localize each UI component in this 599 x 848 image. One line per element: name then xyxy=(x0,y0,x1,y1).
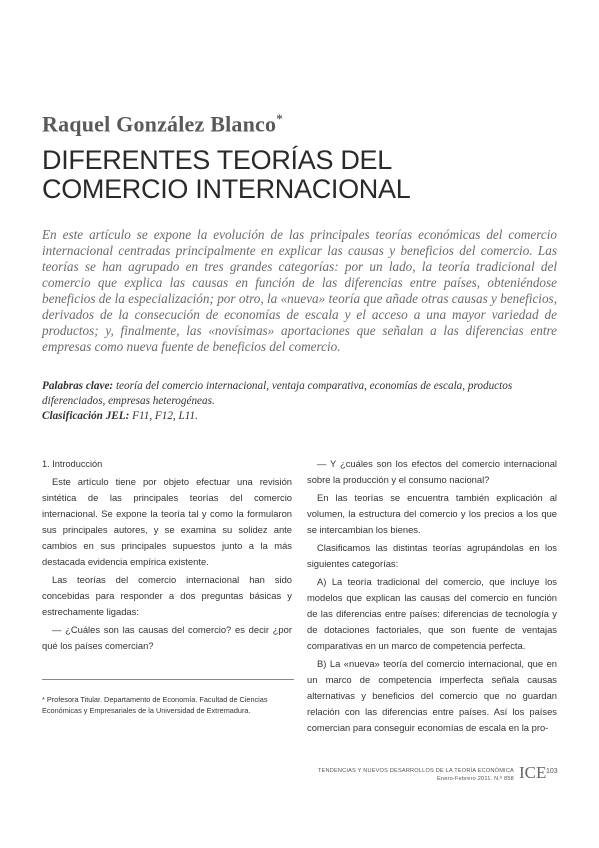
author-name xyxy=(42,111,283,137)
paragraph: Clasificamos las distintas teorías agrupándolas en los siguientes categorías: xyxy=(307,542,557,569)
issue-info: Enero-Febrero 2011. N.º 858 xyxy=(437,776,514,782)
paragraph: A) La teoría tradicional del comercio, que incluye los modelos que explican las causas del comercio en función de las diferencias entre países: diferencias de tecnología y de dotaciones factoriales, que son fuente de ventajas comparativas en un marco de competencia perfecta. xyxy=(307,576,557,651)
paragraph: Las teorías del comercio internacional han sido concebidas para responder a dos preguntas básicas y estrechamente ligadas: xyxy=(42,574,292,617)
keywords-block xyxy=(42,379,562,424)
journal-logo: ICE xyxy=(519,763,547,782)
running-title: TENDENCIAS Y NUEVOS DESARROLLOS DE LA TEORÍA ECONÓMICA xyxy=(317,768,514,774)
running-footer xyxy=(318,767,514,783)
keywords-label: Palabras clave: xyxy=(42,380,114,392)
jel-line xyxy=(42,409,562,424)
jel-label: Clasificación JEL: xyxy=(42,410,130,422)
author-footnote-mark: * xyxy=(276,111,283,126)
article-title-line-1: DIFERENTES TEORÍAS DEL xyxy=(42,145,392,175)
article-title-line-2: COMERCIO INTERNACIONAL xyxy=(42,174,411,204)
jel-text: F11, F12, L11. xyxy=(129,410,198,422)
body-column-left xyxy=(42,456,292,656)
paragraph: En las teorías se encuentra también explicación al volumen, la estructura del comercio y los precios a los que se intercambian los bienes. xyxy=(307,492,557,535)
section-heading: 1. Introducción xyxy=(42,459,103,469)
footnote: * Profesora Titular. Departamento de Economía. Facultad de Ciencias Económicas y Empresariales de la Universidad de Extremadura. xyxy=(42,695,268,715)
article-title xyxy=(42,146,562,204)
footnote-divider xyxy=(42,679,294,680)
keywords-line xyxy=(42,379,562,409)
paragraph: — Y ¿cuáles son los efectos del comercio internacional sobre la producción y el consumo nacional? xyxy=(307,458,557,485)
paragraph: Este artículo tiene por objeto efectuar una revisión sintética de las principales teorías del comercio internacional. Se expone la teoría tal y como la formularon sus principales autores, y se examina su solidez ante cambios en sus principales supuestos junto a la más destacada evidencia empírica existente. xyxy=(42,476,292,567)
paragraph: — ¿Cuáles son las causas del comercio? es decir ¿por qué los países comercian? xyxy=(42,624,292,651)
page-number: 103 xyxy=(546,768,558,775)
abstract: En este artículo se expone la evolución de las principales teorías económicas del comercio internacional centradas principalmente en explicar las causas y beneficios del comercio. Las teorías se han agrupado en tres grandes categorías: por un lado, la teoría tradicional del comercio que explica las causas en función de las diferencias entre países, obteniéndose beneficios de la especialización; por otro, la «nueva» teoría que añade otras causas y beneficios, derivados de la consecución de economías de escala y el acceso a una mayor variedad de productos; y, finalmente, las «novísimas» aportaciones que señalan a las diferencias entre empresas como nueva fuente de beneficios del comercio. xyxy=(42,227,557,354)
keywords-text: teoría del comercio internacional, ventaja comparativa, economías de escala, productos diferenciados, empresas heterogéneas. xyxy=(42,380,513,407)
author-name-text: Raquel González Blanco xyxy=(42,111,277,137)
body-column-right xyxy=(307,456,557,738)
paragraph: B) La «nueva» teoría del comercio internacional, que en un marco de competencia imperfecta señala causas alternativas y beneficios del comercio que no guardan relación con las diferencias entre países. Así los países comercian para conseguir economías de escala en la pro- xyxy=(307,658,557,733)
